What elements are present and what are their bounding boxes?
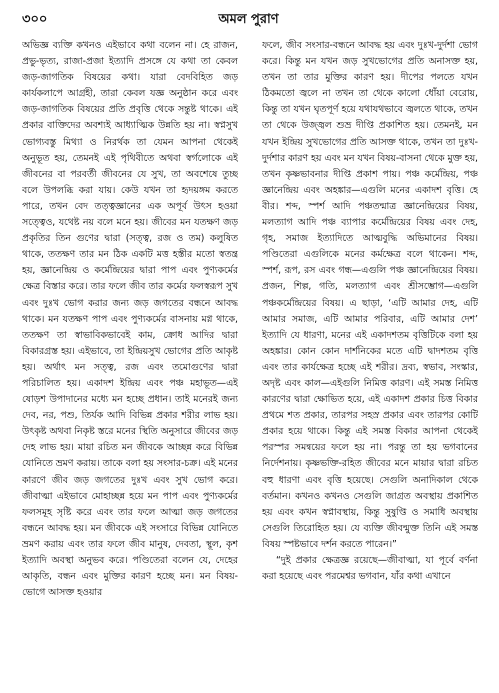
paragraph: ফলে, জীব সংসার-বন্ধনে আবদ্ধ হয় এবং দুঃখ-দুর্দশা ভোগ করে। কিন্তু মন যখন জড় সুখভোগের প্রতি অনাসক্ত হয়, তখন তা তার মুক্তির কারণ হয়। দীপের পলতে যখন ঠিকমতো জ্বলে না তখন তা থেকে কালো ধোঁয়া বেরোয়, কিন্তু তা যখন ঘৃতপূর্ণ হয়ে যথাযথভাবে জ্বলতে থাকে, তখন তা থেকে উজ্জ্বল শুভ্র দীপ্তি প্রকাশিত হয়। তেমনই, মন যখন ইন্দ্রিয় সুখভোগের প্রতি আসক্ত থাকে, তখন তা দুঃখ-দুর্দশার কারণ হয় এবং মন যখন বিষয়-বাসনা থেকে মুক্ত হয়, তখন কৃষ্ণভাবনার দীপ্তি প্রকাশ পায়। পঞ্চ কর্মেন্দ্রিয়, পঞ্চ জ্ঞানেন্দ্রিয় এবং অহঙ্কার—এগুলি মনের একাদশ বৃত্তি। হে বীর। শব্দ, স্পর্শ আদি পঞ্চতন্মাত্র জ্ঞানেন্দ্রিয়ের বিষয়, মলত্যাগ আদি পঞ্চ ব্যাপার কর্মেন্দ্রিয়ের বিষয় এবং দেহ, গৃহ, সমাজ ইত্যাদিতে আত্মবুদ্ধি অভিমানের বিষয়। পণ্ডিতেরা এগুলিকে মনের কর্মক্ষেত্র বলে থাকেন। শব্দ, স্পর্শ, রূপ, রস এবং গন্ধ—এগুলি পঞ্চ জ্ঞানেন্দ্রিয়ের বিষয়। প্রজন, শিল্প, গতি, মলত্যাগ এবং শ্রীসম্ভোগ—এগুলি পঞ্চকর্মেন্দ্রিয়ের বিষয়। এ ছাড়া, ‘এটি আমার দেহ, এটি আমার সমাজ, এটি আমার পরিবার, এটি আমার দেশ’ ইত্যাদি যে ধারণা, মনের এই একাদশতম বৃত্তিটিকে বলা হয় অহঙ্কার। কোন কোন দার্শনিকের মতে এটি দ্বাদশতম বৃত্তি এবং তার কার্যক্ষেত্র হচ্ছে এই শরীর। দ্রব্য, স্বভাব, সংস্কার, অদৃষ্ট এবং কাল—এইগুলি নিমিত্ত কারণ। এই সমস্ত নিমিত্ত কারণের দ্বারা ক্ষোভিত হয়ে, এই একাদশ প্রকার চিত্ত বিকার প্রথমে শত প্রকার, তারপর সহস্র প্রকার এবং তারপর কোটি প্রকার হয়ে থাকে। কিন্তু এই সমস্ত বিকার আপনা থেকেই পরস্পর সমন্বয়ের ফলে হয় না। পরন্তু তা হয় ভগবানের নির্দেশনায়। কৃষ্ণভক্তি-রহিত জীবের মনে মায়ার দ্বারা রচিত বহু ধারণা এবং বৃত্তি হয়েছে। সেগুলি অনাদিকাল থেকে বর্তমান। কখনও কখনও সেগুলি জাগ্রত অবস্থায় প্রকাশিত হয় এবং কখন স্বপ্নাবস্থায়, কিন্তু সুষুপ্তি ও সমাধি অবস্থায় সেগুলি তিরোহিত হয়। যে ব্যক্তি জীবন্মুক্ত তিনি এই সমস্ত বিষয় স্পষ্টভাবে দর্শন করতে পারেন।” [262,40,478,550]
right-column [262,38,478,683]
left-column [22,38,238,683]
paragraph: “দুই প্রকার ক্ষেত্রজ্ঞ রয়েছে—জীবাত্মা, যা পূর্বে বর্ণনা করা হয়েছে এবং পরমেশ্বর ভগবান, যাঁর কথা এখানে [262,555,478,583]
page-number: ৩০০ [22,12,48,27]
page-header [22,10,475,30]
paragraph: অভিজ্ঞ ব্যক্তি কখনও এইভাবে কথা বলেন না। হে রাজন, প্রভু-ভৃত্য, রাজা-প্রজা ইত্যাদি প্রসঙ্গে যে কথা তা কেবল জড়-জাগতিক বিষয়ের কথা। যারা বেদবিহিত জড় কার্যকলাপে আগ্রহী, তারা কেবল যজ্ঞ অনুষ্ঠান করে এবং জড়-জাগতিক বিষয়ের প্রতি প্রবৃত্তি থেকে সন্তুষ্ট থাকে। এই প্রকার বাক্তিদের অবশ্যই আধ্যাত্মিক উন্নতি হয় না। স্বপ্নসুখ ভোগ্যবস্তু মিথ্যা ও নিরর্থক তা যেমন আপনা থেকেই অনুভূত হয়, তেমনই এই পৃথিবীতে অথবা স্বর্গলোকে এই জীবনের বা পরবর্তী জীবনের যে সুখ, তা অবশেষে তুচ্ছ বলে উপলব্ধি করা যায়। কেউ যখন তা হৃদয়ঙ্গম করতে পারে, তখন বেদ তত্ত্বজ্ঞানের এক অপূর্ব উৎস হওয়া সত্ত্বেও, যথেষ্ট নয় বলে মনে হয়। জীবের মন যতক্ষণ জড় প্রকৃতির তিন গুণের দ্বারা (সত্ত্ব, রজ ও তম) কলুষিত থাকে, ততক্ষণ তার মন ঠিক একটি মত্ত হস্তীর মতো স্বতন্ত্র হয়, জ্ঞানেন্দ্রিয় ও কর্মেন্দ্রিয়ের দ্বারা পাপ এবং পুণ্যকর্মের ক্ষেত্র বিস্তার করে। তার ফলে জীব তার কর্মের ফলস্বরূপ সুখ এবং দুঃখ ভোগ করার জন্য জড় জগতের বন্ধনে আবদ্ধ থাকে। মন যতক্ষণ পাপ এবং পুণ্যকর্মের বাসনায় মগ্ন থাকে, ততক্ষণ তা স্বাভাবিকভাবেই কাম, ক্রোধ আদির দ্বারা বিকারগ্রস্ত হয়। এইভাবে, তা ইন্দ্রিয়সুখ ভোগের প্রতি আকৃষ্ট হয়। অর্থাৎ মন সত্ত্ব, রজ এবং তমোগুণের দ্বারা পরিচালিত হয়। একাদশ ইন্দ্রিয় এবং পঞ্চ মহাভূত—এই ষোড়শ উপাদানের মধ্যে মন হচ্ছে প্রধান। তাই মনেরই জন্য দেব, নর, পশু, তির্যক আদি বিভিন্ন প্রকার শরীর লাভ হয়। উৎকৃষ্ট অথবা নিকৃষ্ট স্তরে মনের স্থিতি অনুসারে জীবের জড় দেহ লাভ হয়। মায়া রচিত মন জীবকে আচ্ছন্ন করে বিভিন্ন যোনিতে ভ্রমণ করায়। তাকে বলা হয় সংসার-চক্র। এই মনের কারণে জীব জড় জগতের দুঃখ এবং সুখ ভোগ করে। জীবাত্মা এইভাবে মোহাচ্ছন্ন হয়ে মন পাপ এবং পুণ্যকর্মের ফলসমূহ সৃষ্টি করে এবং তার ফলে আত্মা জড় জগতের বন্ধনে আবদ্ধ হয়। মন জীবকে এই সংসারে বিভিন্ন যোনিতে ভ্রমণ করায় এবং তার ফলে জীব মানুষ, দেবতা, স্থূল, কৃশ ইত্যাদি অবস্থা অনুভব করে। পণ্ডিতেরা বলেন যে, দেহের আকৃতি, বন্ধন এবং মুক্তির কারণ হচ্ছে মন। মন বিষয়-ভোগে আসক্ত হওয়ার [22,40,238,599]
running-title: অমল পুরাণ [218,12,279,27]
text-columns [22,38,478,683]
